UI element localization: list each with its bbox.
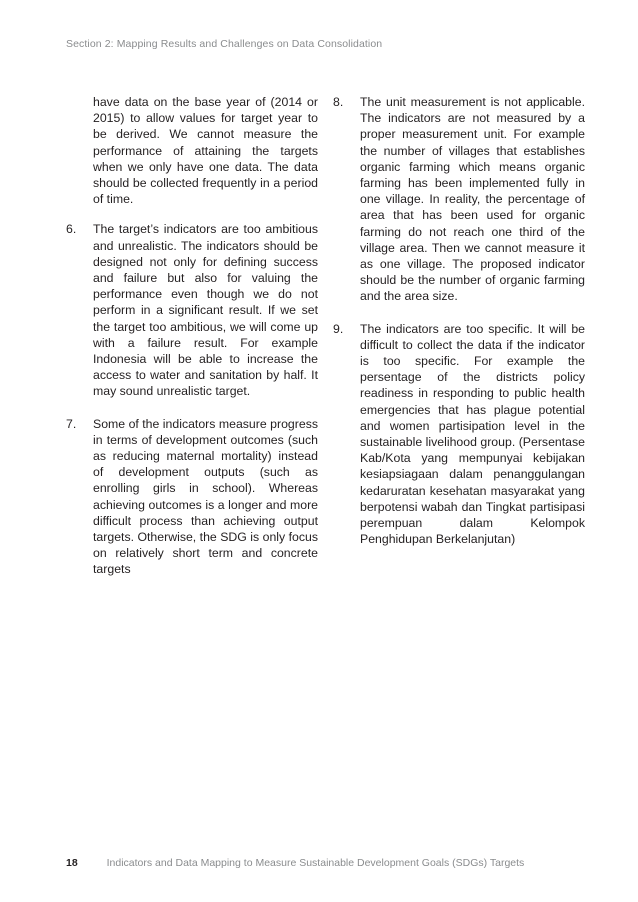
running-header: Section 2: Mapping Results and Challenges on Data Consolidation xyxy=(66,38,383,50)
list-item-8 xyxy=(333,94,585,305)
list-item-number: 9. xyxy=(333,321,344,336)
footer-document-title: Indicators and Data Mapping to Measure Sustainable Development Goals (SDGs) Targets xyxy=(106,857,525,869)
list-item-7 xyxy=(66,416,318,578)
page-footer xyxy=(66,857,524,869)
page-number: 18 xyxy=(66,857,78,869)
list-item-text: Some of the indicators measure progress in terms of development outcomes (such as reducing maternal mortality) instead of development outputs (such as enrolling girls in school). Whereas achieving outcomes is a longer and more difficult process than achieving output targets. Otherwise, the SDG is only focus on relatively short term and concrete targets xyxy=(93,416,318,577)
continuation-paragraph: have data on the base year of (2014 or 2015) to allow values for target year to be derived. We cannot measure the performance of attaining the targets when we only have one data. The data should be collected frequently in a period of time. xyxy=(93,95,318,207)
right-column xyxy=(333,94,585,563)
list-item-9 xyxy=(333,321,585,548)
list-item-6 xyxy=(66,221,318,399)
left-column xyxy=(66,94,318,594)
list-item-number: 8. xyxy=(333,95,344,109)
list-item-text: The target’s indicators are too ambitious and unrealistic. The indicators should be designed not only for defining success and failure but also for valuing the performance even though we do not perform in a significant result. If we set the target too ambitious, we will come up with a failure result. For example Indonesia will be able to increase the access to water and sanitation by half. It may sound unrealistic target. xyxy=(93,222,318,399)
list-item-text: The unit measurement is not applicable. The indicators are not measured by a proper measurement unit. For example the number of villages that establishes organic farming which means organic farming has been implemented fully in one village. In reality, the percentage of area that has been used for organic farming do not reach one third of the village area. Then we cannot measure it as one village. The proposed indicator should be the number of organic farming and the area size. xyxy=(360,95,585,304)
list-item-text: The indicators are too specific. It will be difficult to collect the data if the indicator is too specific. For example the persentage of the districts policy readiness in responding to public health emergencies that has plague potential and women partisipation level in the sustainable livelihood group. (Persentase Kab/Kota yang mempunyai kebijakan kesiapsiagaan dalam penanggulangan kedaruratan kesehatan masyarakat yang berpotensi wabah dan Tingkat partisipasi perempuan dalam Kelompok Penghidupan Berkelanjutan) xyxy=(360,321,585,547)
list-item-number: 6. xyxy=(66,222,77,237)
list-item-number: 7. xyxy=(66,416,77,431)
